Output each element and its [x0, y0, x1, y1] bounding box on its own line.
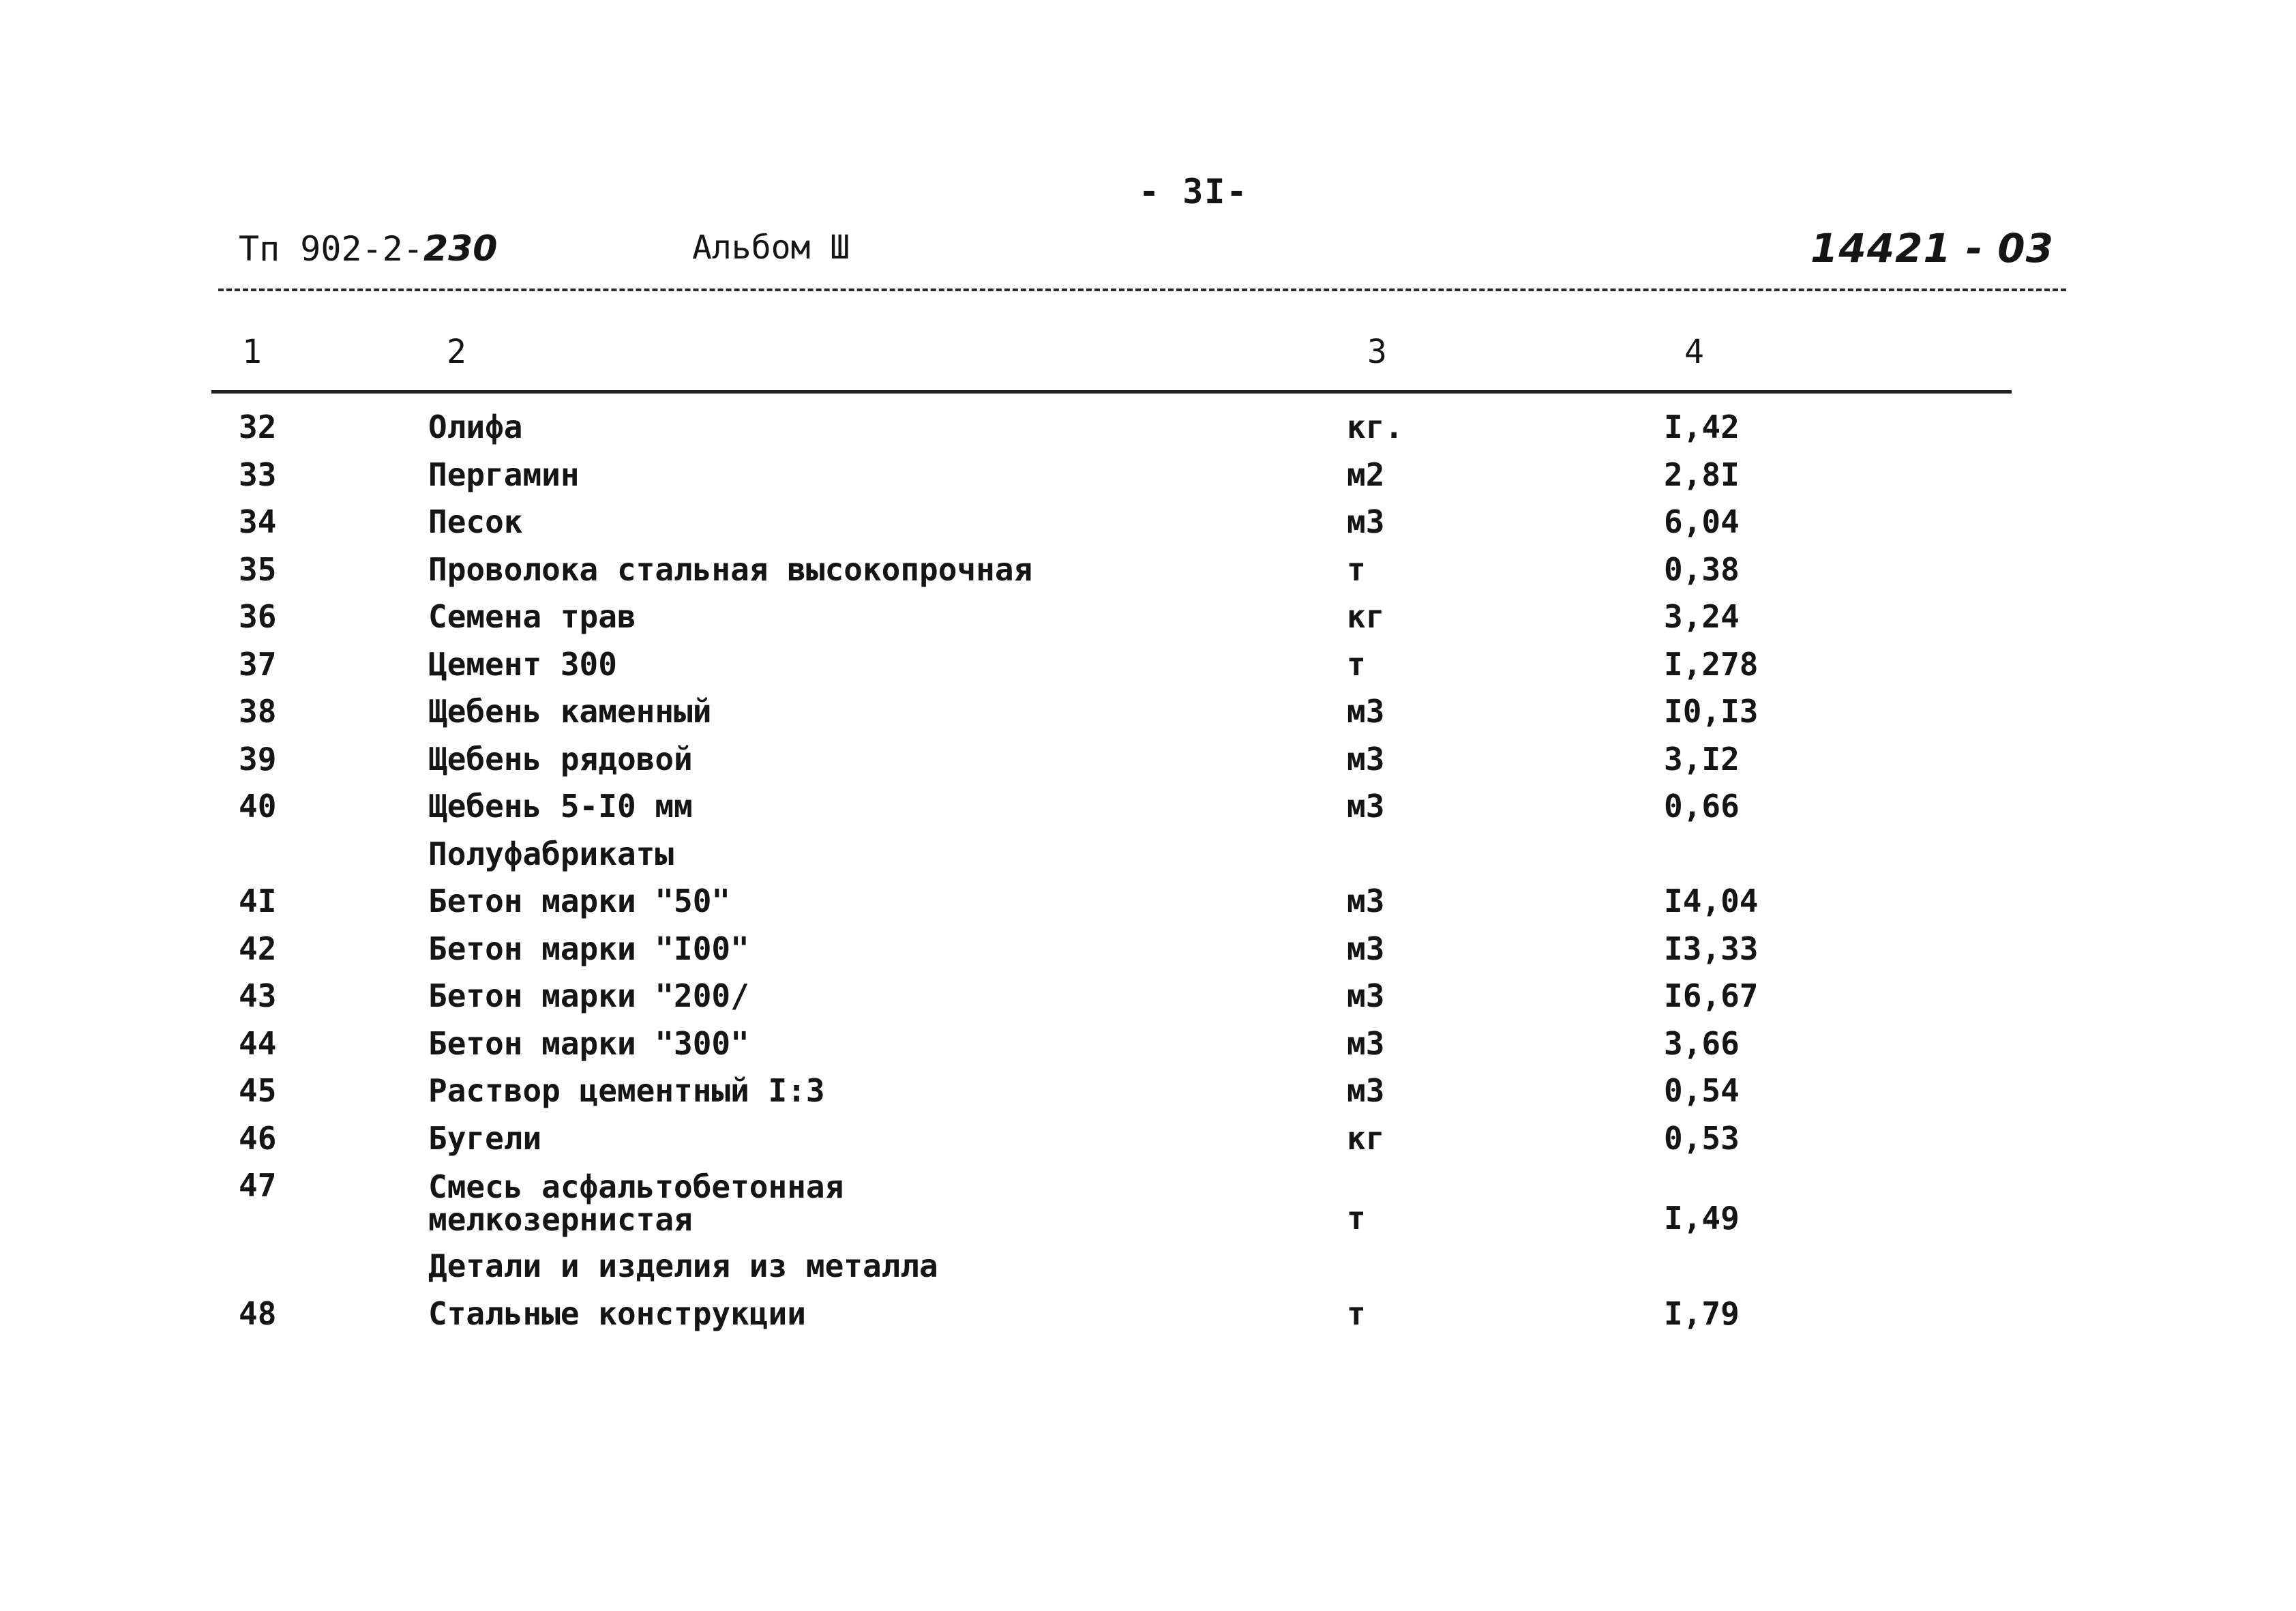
- row-number: 48: [239, 1295, 277, 1332]
- row-value: I,42: [1664, 409, 1740, 445]
- row-name: Щебень рядовой: [428, 740, 693, 778]
- row-name: Пергамин: [428, 456, 580, 493]
- table-row: [0, 593, 2296, 641]
- header-divider: [211, 390, 2012, 394]
- row-name: Проволока стальная высокопрочная: [428, 550, 1033, 588]
- row-unit: т: [1347, 550, 1366, 588]
- row-value: 3,24: [1664, 598, 1740, 635]
- table-row: [0, 926, 2296, 973]
- row-name: Олифа: [428, 409, 523, 445]
- row-value: 0,54: [1664, 1072, 1740, 1109]
- column-header-4: 4: [1684, 333, 1704, 371]
- row-name: Бетон марки "I00": [428, 930, 749, 967]
- archive-number: 14421 - 03: [1810, 225, 2054, 271]
- table-row: [0, 641, 2296, 689]
- row-name: Бетон марки "300": [428, 1024, 749, 1062]
- row-name: Стальные конструкции: [428, 1295, 806, 1332]
- row-unit: кг: [1347, 598, 1385, 635]
- table-row: [0, 452, 2296, 499]
- table-row: [0, 1290, 2296, 1338]
- table-row: [0, 1020, 2296, 1068]
- row-unit: м3: [1347, 740, 1385, 778]
- page-number: - 3I-: [1139, 172, 1249, 211]
- album-label: Альбом Ш: [692, 228, 850, 267]
- row-name: Песок: [428, 503, 523, 540]
- row-value: 2,8I: [1664, 456, 1740, 493]
- row-number: 33: [239, 456, 277, 493]
- row-unit: т: [1347, 1295, 1366, 1332]
- row-number: 37: [239, 645, 277, 683]
- row-value: I6,67: [1664, 977, 1759, 1014]
- row-value: 3,I2: [1664, 740, 1740, 778]
- row-number: 42: [239, 930, 277, 967]
- row-unit: т: [1347, 645, 1366, 683]
- row-name: Бугели: [428, 1119, 542, 1157]
- section-heading-row: [0, 1243, 2296, 1290]
- document-code-prefix: Тп 902-2-: [239, 229, 423, 269]
- row-number: 45: [239, 1072, 277, 1109]
- row-number: 47: [239, 1167, 277, 1204]
- row-name: Щебень 5-I0 мм: [428, 788, 693, 825]
- row-number: 36: [239, 598, 277, 635]
- row-value: 3,66: [1664, 1024, 1740, 1062]
- row-unit: м3: [1347, 930, 1385, 967]
- table-row: [0, 783, 2296, 831]
- row-number: 46: [239, 1119, 277, 1157]
- section-heading-row: [0, 831, 2296, 878]
- table-row: [0, 1115, 2296, 1163]
- row-unit: кг.: [1347, 409, 1404, 445]
- row-value: 0,38: [1664, 550, 1740, 588]
- row-number: 34: [239, 503, 277, 540]
- row-name: Цемент 300: [428, 645, 617, 683]
- row-unit: м3: [1347, 788, 1385, 825]
- row-unit: м3: [1347, 977, 1385, 1014]
- row-unit: м3: [1347, 503, 1385, 540]
- section-heading: Детали и изделия из металла: [428, 1247, 938, 1284]
- row-value: I,49: [1664, 1200, 1740, 1237]
- row-unit: кг: [1347, 1119, 1385, 1157]
- row-value: I,79: [1664, 1295, 1740, 1332]
- section-heading: Полуфабрикаты: [428, 835, 674, 872]
- table-row: [0, 1162, 2296, 1243]
- row-unit: м3: [1347, 1072, 1385, 1109]
- table-row: [0, 499, 2296, 546]
- document-code: [239, 228, 497, 269]
- row-number: 40: [239, 788, 277, 825]
- row-unit: м3: [1347, 883, 1385, 919]
- row-name: Щебень каменный: [428, 693, 712, 730]
- row-unit: т: [1347, 1200, 1366, 1237]
- row-value: I3,33: [1664, 930, 1759, 967]
- row-number: 43: [239, 977, 277, 1014]
- row-unit: м3: [1347, 693, 1385, 730]
- column-header-2: 2: [447, 333, 466, 371]
- table-row: [0, 736, 2296, 784]
- row-unit: м2: [1347, 456, 1385, 493]
- row-name: Раствор цементный I:3: [428, 1072, 825, 1109]
- column-header-1: 1: [242, 333, 262, 371]
- table-row: [0, 1067, 2296, 1115]
- row-number: 35: [239, 550, 277, 588]
- row-name: Семена трав: [428, 598, 636, 635]
- column-header-3: 3: [1367, 333, 1387, 371]
- row-name: Бетон марки "200/: [428, 977, 749, 1014]
- table-row: [0, 404, 2296, 452]
- row-value: I,278: [1664, 645, 1759, 683]
- row-number: 32: [239, 409, 277, 445]
- table-row: [0, 973, 2296, 1020]
- row-value: 0,53: [1664, 1119, 1740, 1157]
- row-number: 38: [239, 693, 277, 730]
- row-value: 0,66: [1664, 788, 1740, 825]
- table-row: [0, 546, 2296, 594]
- row-name: Смесь асфальтобетонная мелкозернистая: [428, 1168, 844, 1238]
- row-number: 4I: [239, 883, 277, 919]
- row-value: I4,04: [1664, 883, 1759, 919]
- table-row: [0, 878, 2296, 926]
- row-unit: м3: [1347, 1024, 1385, 1062]
- materials-table: [0, 404, 2296, 1337]
- row-number: 44: [239, 1024, 277, 1062]
- row-value: I0,I3: [1664, 693, 1759, 730]
- document-code-handwritten: 230: [423, 228, 498, 269]
- row-number: 39: [239, 740, 277, 778]
- table-row: [0, 688, 2296, 736]
- top-divider: [218, 289, 2066, 291]
- row-value: 6,04: [1664, 503, 1740, 540]
- row-name: Бетон марки "50": [428, 883, 731, 919]
